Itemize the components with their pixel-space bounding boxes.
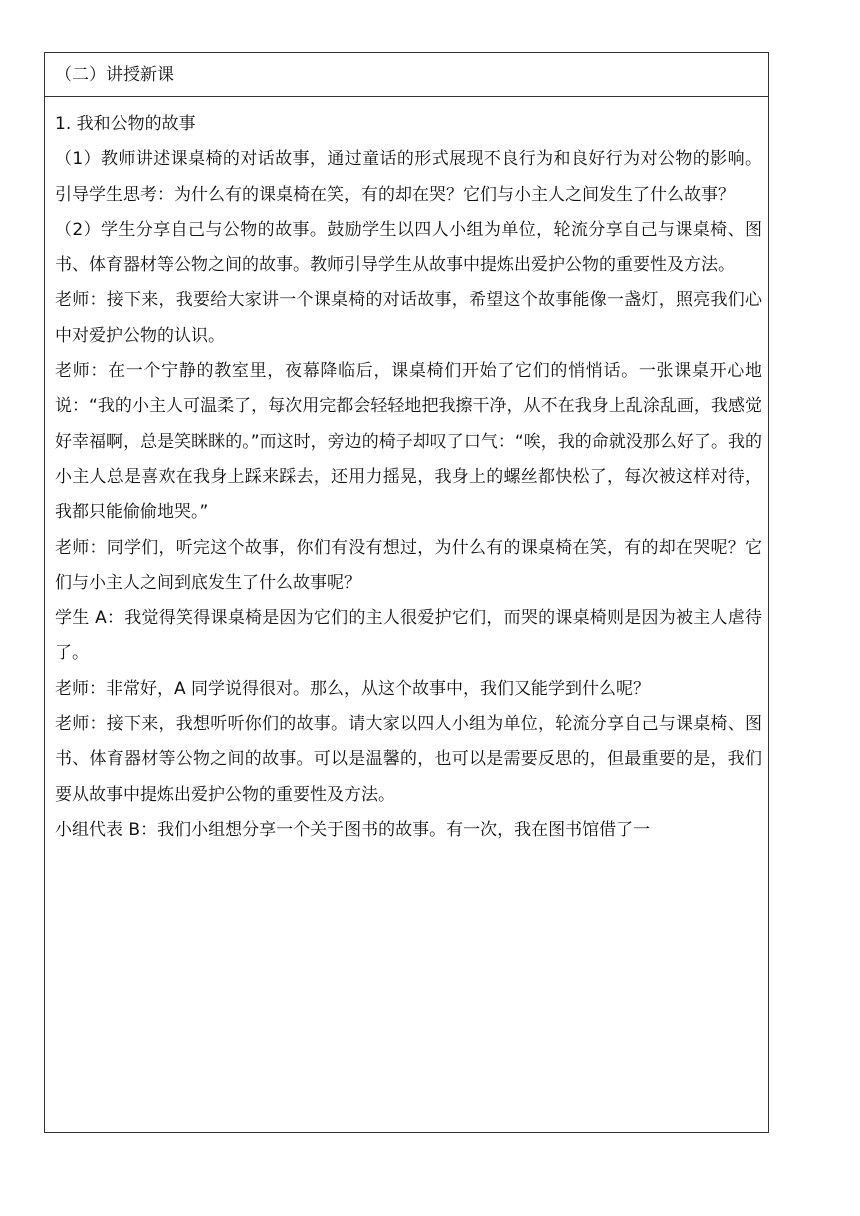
subsection-heading: 1. 我和公物的故事 [55,114,196,134]
step-2-paragraph: （2）学生分享自己与公物的故事。鼓励学生以四人小组为单位，轮流分享自己与课桌椅、图书、体育器材等公物之间的故事。教师引导学生从故事中提炼出爱护公物的重要性及方法。 [55,219,762,276]
step-1-paragraph: （1）教师讲述课桌椅的对话故事，通过童话的形式展现不良行为和良好行为对公物的影响。引导学生思考：为什么有的课桌椅在笑，有的却在哭？它们与小主人之间发生了什么故事？ [55,149,762,205]
student-a-dialogue: 学生 A：我觉得笑得课桌椅是因为它们的主人很爱护它们，而哭的课桌椅则是因为被主人虐待了。 [55,608,762,664]
lesson-content-cell [45,97,768,1132]
group-rep-b-dialogue: 小组代表 B：我们小组想分享一个关于图书的故事。有一次，我在图书馆借了一 [55,819,651,840]
section-header-cell [45,53,768,97]
lesson-table [44,52,769,1133]
teacher-dialogue-praise: 老师：非常好，A 同学说得很对。那么，从这个故事中，我们又能学到什么呢？ [55,678,651,699]
section-title: （二）讲授新课 [55,65,174,85]
teacher-dialogue-question: 老师：同学们，听完这个故事，你们有没有想过，为什么有的课桌椅在笑，有的却在哭呢？它们与小主人之间到底发生了什么故事呢？ [55,537,762,593]
teacher-dialogue-group-task: 老师：接下来，我想听听你们的故事。请大家以四人小组为单位，轮流分享自己与课桌椅、图书、体育器材等公物之间的故事。可以是温馨的，也可以是需要反思的，但最重要的是，我们要从故事中提炼出爱护公物的重要性及方法。 [55,714,762,805]
teacher-dialogue-story: 老师：在一个宁静的教室里，夜幕降临后，课桌椅们开始了它们的悄悄话。一张课桌开心地说：“我的小主人可温柔了，每次用完都会轻轻地把我擦干净，从不在我身上乱涂乱画，我感觉好幸福啊，总是笑眯眯的。”而这时，旁边的椅子却叹了口气：“唉，我的命就没那么好了。我的小主人总是喜欢在我身上踩来踩去，还用力摇晃，我身上的螺丝都快松了，每次被这样对待，我都只能偷偷地哭。” [55,361,762,523]
teacher-dialogue-intro: 老师：接下来，我要给大家讲一个课桌椅的对话故事，希望这个故事能像一盏灯，照亮我们心中对爱护公物的认识。 [55,290,762,346]
